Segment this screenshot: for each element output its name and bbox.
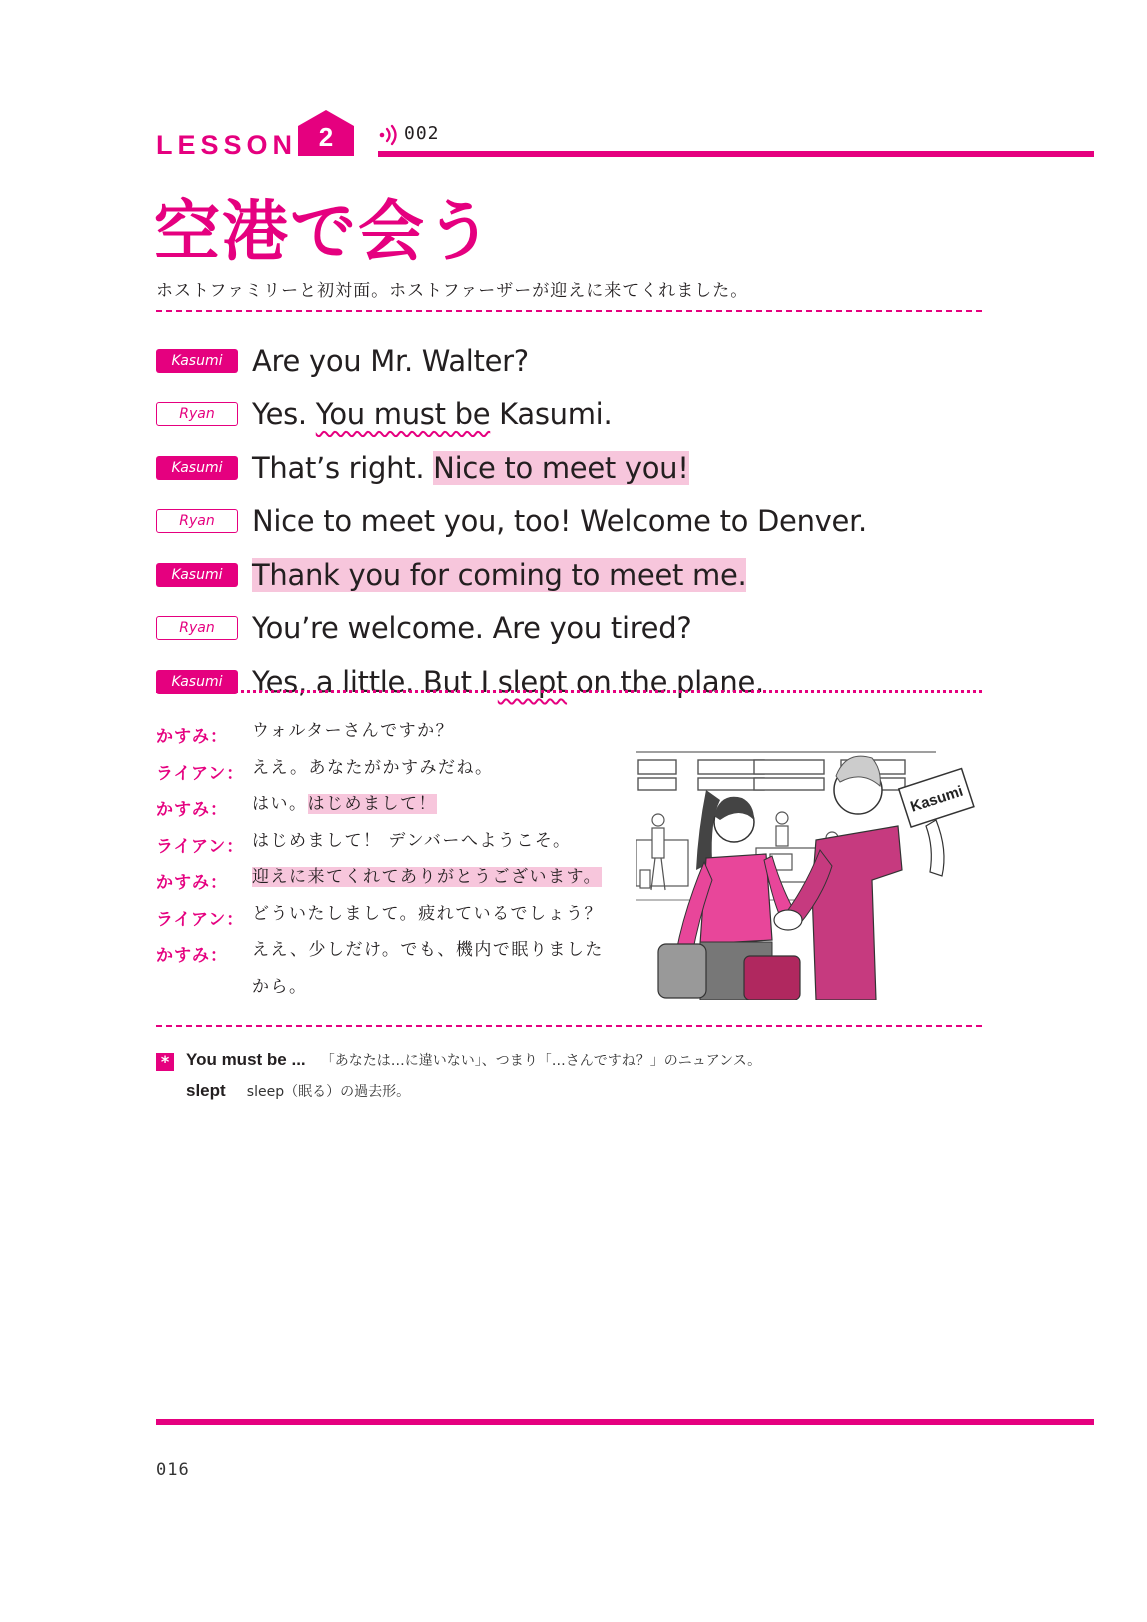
note-description: 「あなたは…に違いない」、つまり「…さんですね？」のニュアンス。 <box>320 1053 762 1069</box>
dialogue-text <box>252 344 529 378</box>
page-subtitle: ホストファミリーと初対面。ホストファーザーが迎えに来てくれました。 <box>156 281 749 301</box>
translation-speaker: かすみ： <box>156 727 228 747</box>
note-item <box>186 1081 410 1101</box>
translation-speaker: ライアン： <box>156 836 245 857</box>
translation-text <box>252 932 616 1005</box>
airport-meeting-illustration <box>636 730 980 1000</box>
text-segment: はじめまして！ デンバーへようこそ。 <box>252 830 572 851</box>
text-segment: どういたしまして。疲れているでしょう？ <box>252 903 603 924</box>
translation-text <box>252 750 616 787</box>
text-segment: Nice to meet you, too! Welcome to Denver. <box>252 504 867 539</box>
divider-dashed <box>156 310 982 312</box>
dialogue-line <box>156 602 986 656</box>
note-item <box>186 1050 761 1070</box>
translation-speaker: かすみ： <box>156 873 228 893</box>
highlighted-phrase: Thank you for coming to meet me. <box>252 557 747 592</box>
speaker-tag: Ryan <box>156 509 238 533</box>
translation-text <box>252 713 616 750</box>
translation-list <box>156 721 616 997</box>
divider-dashed-notes <box>156 1025 982 1027</box>
dialogue-line <box>156 655 986 709</box>
dialogue-list <box>156 334 986 709</box>
translation-text <box>252 859 616 896</box>
lesson-number: 2 <box>318 122 334 152</box>
translation-line <box>156 940 616 997</box>
divider-dotted <box>156 690 982 693</box>
translation-speaker: かすみ： <box>156 800 228 820</box>
note-term: You must be ... <box>186 1050 306 1069</box>
text-segment: Yes, a little. But I <box>252 664 498 699</box>
page-number: 016 <box>156 1460 190 1480</box>
text-segment: Yes. <box>252 397 316 432</box>
asterisk-icon: * <box>156 1053 174 1071</box>
footer-rule <box>156 1419 1094 1425</box>
dialogue-text <box>252 451 689 485</box>
text-segment: はい。 <box>252 794 308 814</box>
translation-speaker: かすみ： <box>156 946 228 966</box>
header-rule <box>378 151 1094 157</box>
dialogue-text <box>252 504 867 538</box>
speaker-tag: Ryan <box>156 616 238 640</box>
dialogue-line <box>156 334 986 388</box>
audio-icon[interactable] <box>378 124 400 146</box>
translation-text <box>252 823 616 860</box>
speaker-tag: Kasumi <box>156 349 238 373</box>
dialogue-text <box>252 611 691 645</box>
translation-speaker: ライアン： <box>156 909 245 930</box>
audio-track-number: 002 <box>404 123 440 144</box>
lesson-label: LESSON <box>156 130 298 160</box>
highlighted-phrase: Nice to meet you! <box>433 450 689 485</box>
dialogue-text <box>252 665 764 699</box>
speaker-tag: Kasumi <box>156 456 238 480</box>
speaker-tag: Ryan <box>156 402 238 426</box>
translation-speaker: ライアン： <box>156 763 245 784</box>
text-segment: Kasumi. <box>490 397 613 432</box>
dialogue-line <box>156 495 986 549</box>
key-phrase: slept <box>497 664 568 699</box>
text-segment: Are you Mr. Walter? <box>252 343 529 378</box>
translation-text <box>252 896 616 933</box>
translation-text <box>252 786 616 823</box>
dialogue-text <box>252 558 746 592</box>
text-segment: That’s right. <box>252 450 434 485</box>
dialogue-line <box>156 548 986 602</box>
speaker-tag: Kasumi <box>156 563 238 587</box>
key-phrase: You must be <box>315 397 491 432</box>
text-segment: ウォルターさんですか？ <box>252 721 455 741</box>
text-segment: You’re welcome. Are you tired? <box>252 611 692 646</box>
page-title: 空港で会う <box>154 193 494 270</box>
highlighted-phrase: 迎えに来てくれてありがとうございます。 <box>252 867 603 887</box>
text-segment: ええ、少しだけ。でも、機内で眠りましたから。 <box>252 940 604 997</box>
note-term: slept <box>186 1081 226 1100</box>
dialogue-text <box>252 397 612 431</box>
text-segment: ええ。あなたがかすみだね。 <box>252 757 494 778</box>
highlighted-phrase: はじめまして！ <box>307 794 437 814</box>
note-description: sleep（眠る）の過去形。 <box>246 1084 411 1100</box>
dialogue-line <box>156 388 986 442</box>
sign-text: Kasumi <box>908 782 966 816</box>
dialogue-line <box>156 441 986 495</box>
text-segment: on the plane. <box>567 664 764 699</box>
speaker-tag: Kasumi <box>156 670 238 694</box>
